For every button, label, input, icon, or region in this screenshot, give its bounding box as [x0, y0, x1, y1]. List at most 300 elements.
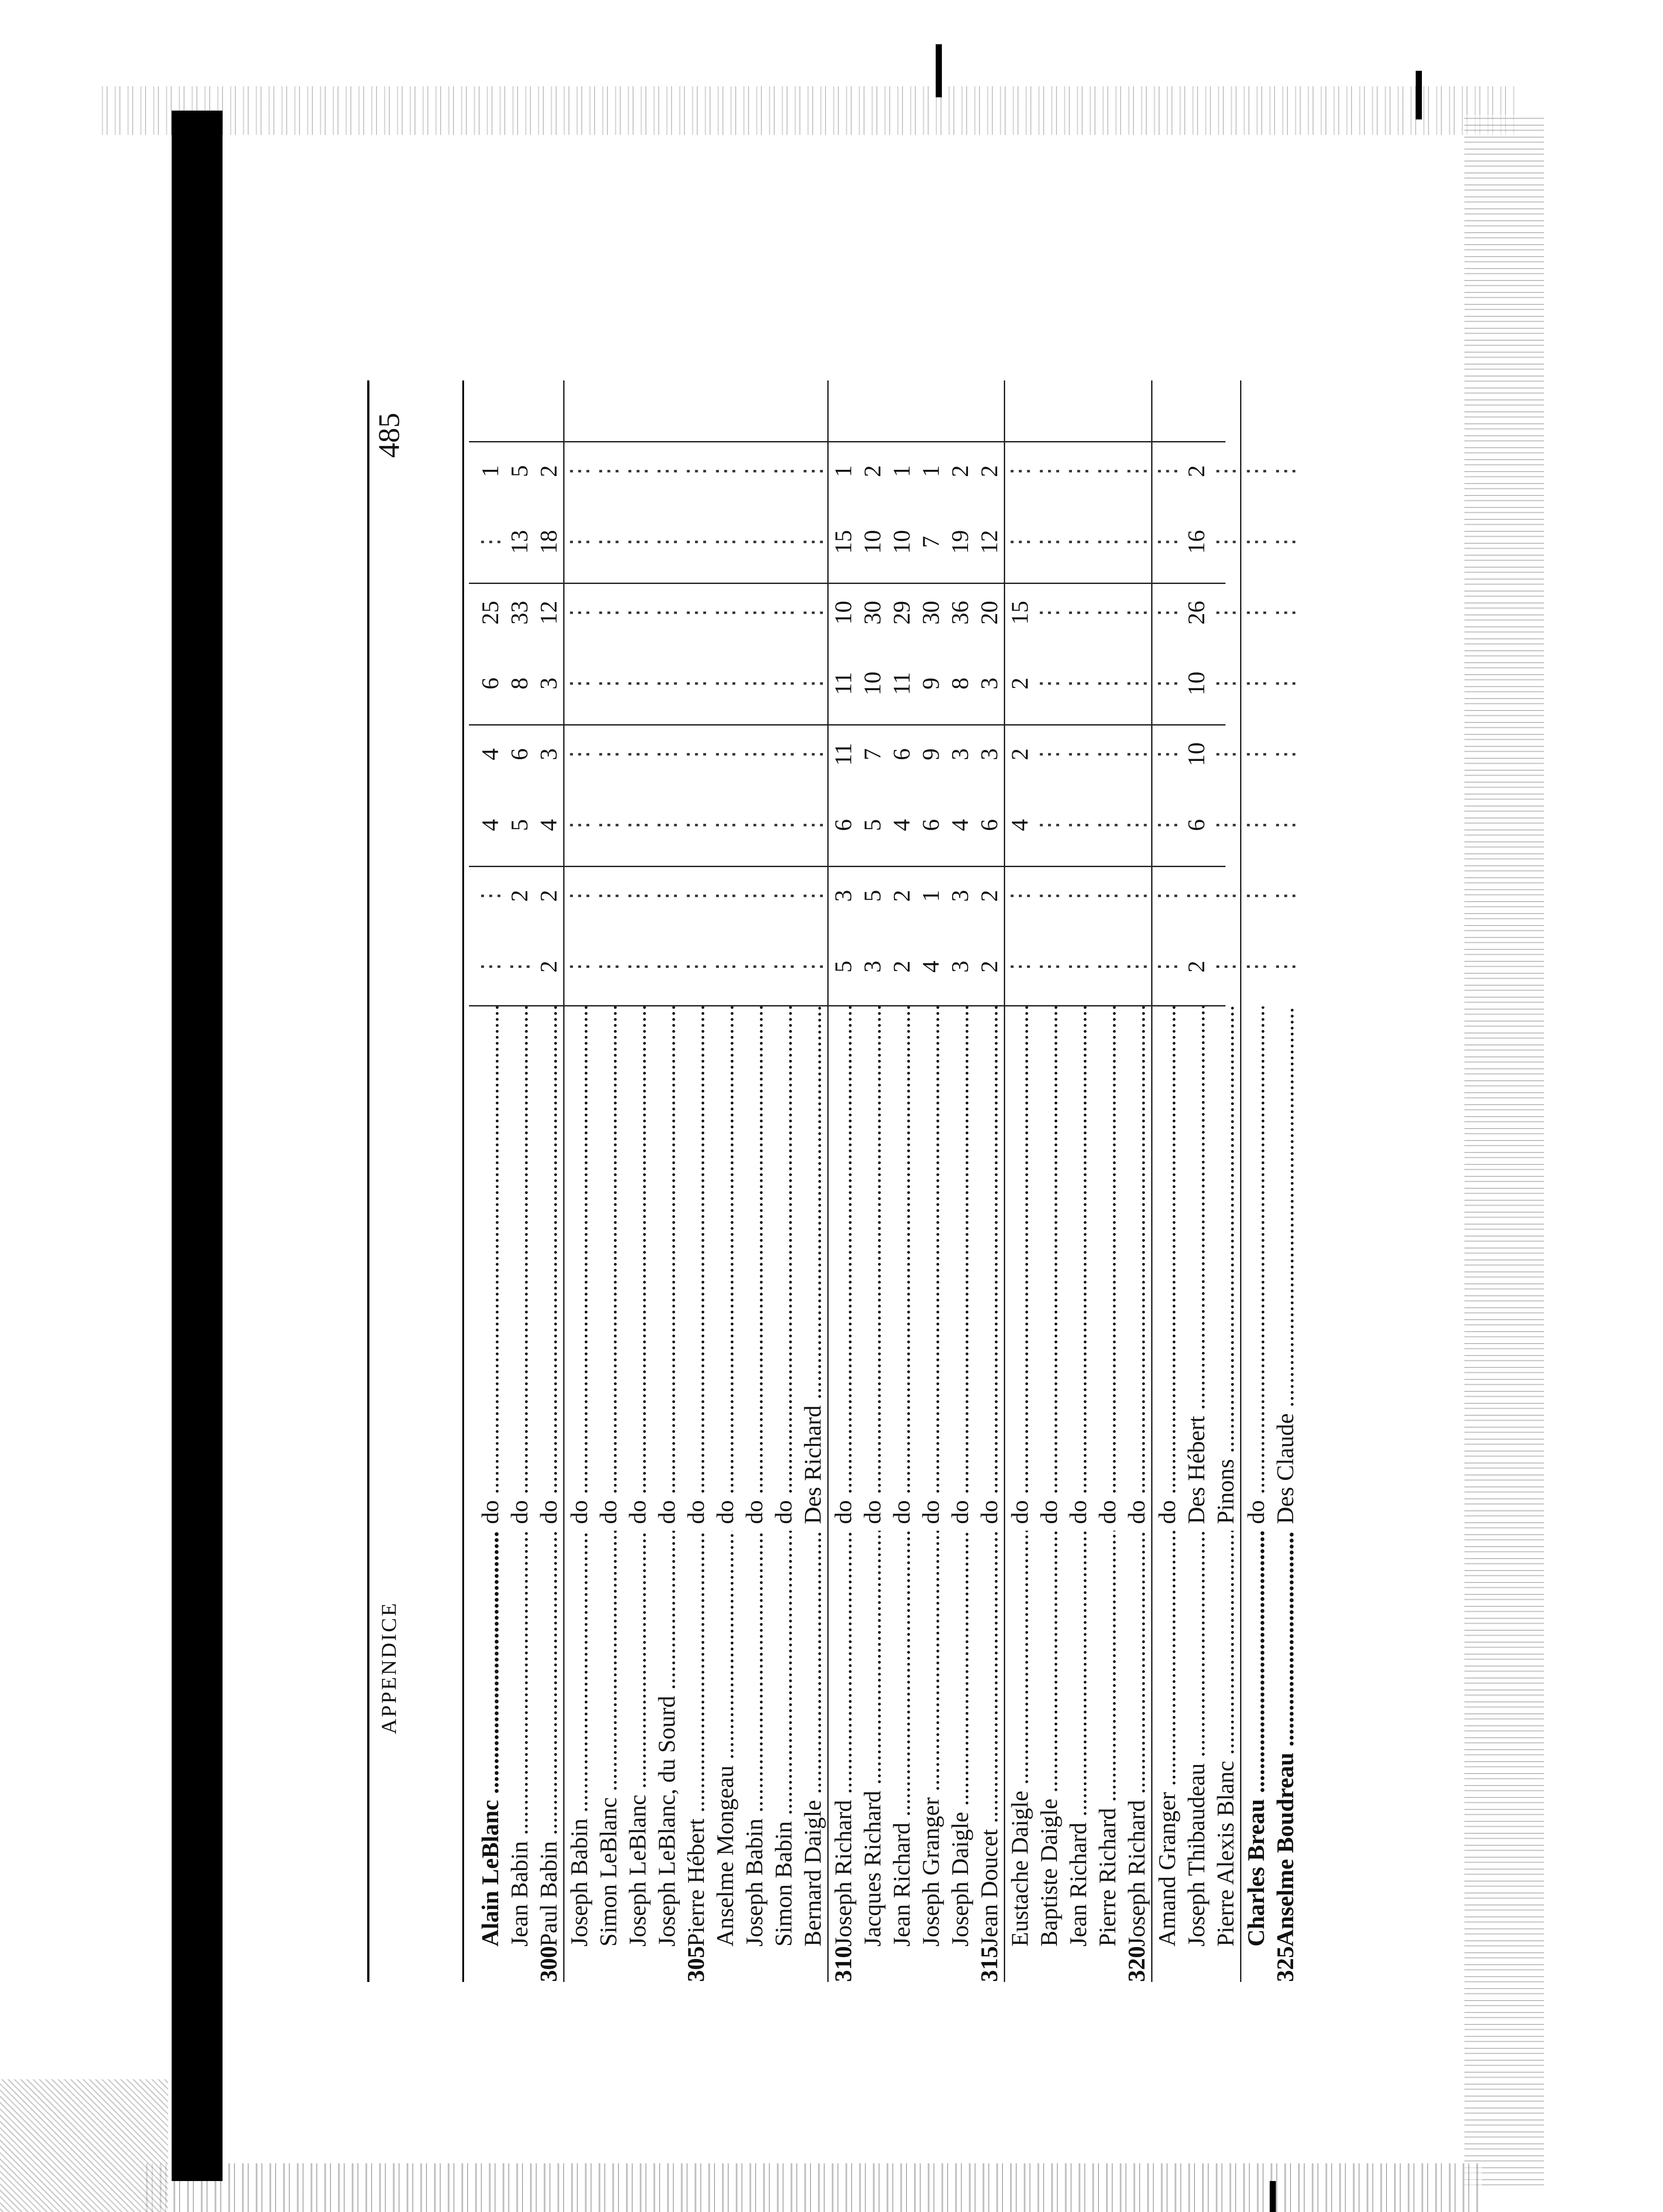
table-row — [681, 380, 711, 1982]
count-cell: ⋮ — [1094, 601, 1121, 625]
village-name: do ..... — [623, 1006, 652, 1524]
person-name: Joseph Richard ..... — [1122, 1531, 1151, 1947]
count-cell: ⋮ — [566, 742, 592, 766]
count-cell: ⋮ — [1065, 601, 1091, 625]
person-name: Joseph Richard ..... — [829, 1531, 858, 1947]
count-cell: ⋮ — [624, 672, 651, 695]
table-row — [798, 380, 829, 1982]
table-row — [652, 380, 681, 1982]
count-cell: ⋮ — [624, 601, 651, 625]
count-cell: ⋮ — [683, 672, 709, 695]
person-name: Jean Richard ..... — [887, 1531, 916, 1947]
village-name: do ..... — [1064, 1006, 1093, 1524]
count-cell: 11 — [830, 672, 856, 695]
count-cell: 2 — [535, 890, 562, 902]
count-cell: ⋮ — [1183, 884, 1210, 908]
count-cell: 3 — [830, 890, 856, 902]
count-cell: ⋮ — [1154, 459, 1180, 483]
count-cell: 13 — [506, 530, 533, 554]
scan-edge-left — [0, 2079, 168, 2212]
count-cell: ⋮ — [1272, 459, 1298, 483]
running-header: APPENDICE — [377, 1601, 401, 1734]
count-cell: ⋮ — [1212, 530, 1239, 554]
table-row — [769, 380, 798, 1982]
count-cell: 15 — [1006, 601, 1033, 625]
count-cell: 30 — [918, 601, 944, 625]
count-cell: ⋮ — [1065, 530, 1091, 554]
count-cell: 16 — [1183, 530, 1210, 554]
rotated-page-content — [367, 380, 1298, 1982]
count-cell: ⋮ — [1154, 955, 1180, 979]
count-cell: ⋮ — [799, 813, 826, 837]
count-cell: 10 — [859, 530, 886, 554]
count-cell: 6 — [477, 677, 503, 690]
person-name: Jean Richard ..... — [1064, 1531, 1093, 1947]
count-cell: 2 — [1006, 677, 1033, 690]
count-cell: ⋮ — [683, 601, 709, 625]
count-cell: ⋮ — [1094, 955, 1121, 979]
scan-edge-right — [1464, 115, 1544, 2185]
count-cell: ⋮ — [741, 884, 768, 908]
crop-mark — [1416, 71, 1422, 119]
count-cell: ⋮ — [566, 884, 592, 908]
village-name: do ..... — [1005, 1006, 1034, 1524]
village-name: do ..... — [975, 1006, 1004, 1524]
village-name: do ..... — [711, 1006, 740, 1524]
count-cell: ⋮ — [1272, 955, 1298, 979]
count-cell: 4 — [477, 819, 503, 831]
count-cell: ⋮ — [653, 742, 680, 766]
table-row — [565, 380, 594, 1982]
count-cell: ⋮ — [1036, 459, 1062, 483]
count-cell: ⋮ — [653, 459, 680, 483]
person-name: Joseph Granger ..... — [916, 1531, 945, 1947]
count-cell: ⋮ — [1272, 530, 1298, 554]
count-cell: ⋮ — [1006, 955, 1033, 979]
count-cell: ⋮ — [1154, 601, 1180, 625]
count-cell: ⋮ — [1036, 955, 1062, 979]
person-name: Bernard Daigle ..... — [798, 1531, 827, 1947]
count-cell: ⋮ — [595, 672, 622, 695]
count-cell: 4 — [918, 960, 944, 973]
count-cell: ⋮ — [1212, 601, 1239, 625]
count-cell: 3 — [535, 748, 562, 760]
count-cell: 12 — [535, 601, 562, 625]
village-name: do ..... — [681, 1006, 711, 1524]
count-cell: ⋮ — [595, 530, 622, 554]
count-cell: ⋮ — [1094, 530, 1121, 554]
person-name: Simon Babin ..... — [769, 1531, 798, 1947]
count-cell: 9 — [918, 748, 944, 760]
person-name: Joseph Babin ..... — [565, 1531, 594, 1947]
count-cell: 1 — [888, 465, 915, 477]
count-cell: ⋮ — [624, 459, 651, 483]
village-name: do ..... — [1241, 1006, 1271, 1524]
count-cell: 2 — [976, 465, 1002, 477]
count-cell: ⋮ — [1094, 813, 1121, 837]
person-name: Pierre Alexis Blanc ..... — [1211, 1531, 1240, 1947]
scan-edge-top — [102, 86, 1517, 135]
count-cell: ⋮ — [1094, 459, 1121, 483]
count-cell: ⋮ — [1036, 813, 1062, 837]
count-cell: 9 — [918, 677, 944, 690]
count-cell: ⋮ — [1212, 742, 1239, 766]
count-cell: 7 — [918, 536, 944, 548]
count-cell: ⋮ — [741, 955, 768, 979]
count-cell: ⋮ — [1212, 884, 1239, 908]
table-top-rule — [462, 380, 464, 1982]
count-cell: ⋮ — [1036, 742, 1062, 766]
person-name: Amand Granger ..... — [1152, 1531, 1182, 1947]
village-name: do ..... — [1152, 1006, 1182, 1524]
table-row — [1182, 380, 1211, 1982]
count-cell: ⋮ — [1094, 884, 1121, 908]
count-cell: ⋮ — [1212, 672, 1239, 695]
count-cell: ⋮ — [1154, 530, 1180, 554]
count-cell: ⋮ — [1243, 884, 1269, 908]
count-cell: 30 — [859, 601, 886, 625]
count-cell: ⋮ — [595, 459, 622, 483]
count-cell: 19 — [947, 530, 973, 554]
person-name: Paul Babin ..... — [534, 1531, 563, 1947]
count-cell: 10 — [859, 672, 886, 695]
person-name: Pierre Richard ..... — [1093, 1531, 1122, 1947]
count-cell: ⋮ — [712, 672, 738, 695]
count-cell: ⋮ — [683, 813, 709, 837]
count-cell: 6 — [506, 748, 533, 760]
village-name: Pinons ..... — [1211, 1006, 1240, 1524]
count-cell: 26 — [1183, 601, 1210, 625]
count-cell: 3 — [976, 677, 1002, 690]
village-name: do ..... — [1034, 1006, 1064, 1524]
person-name: Alain LeBlanc ..... — [476, 1531, 505, 1947]
table-row — [975, 380, 1005, 1982]
count-cell: 2 — [535, 960, 562, 973]
count-cell: ⋮ — [1243, 672, 1269, 695]
village-name: do ..... — [505, 1006, 534, 1524]
count-cell: ⋮ — [799, 672, 826, 695]
person-name: Joseph LeBlanc, du Sourd ..... — [652, 1531, 681, 1947]
count-cell: ⋮ — [1123, 459, 1150, 483]
count-cell: ⋮ — [624, 813, 651, 837]
count-cell: ⋮ — [712, 813, 738, 837]
count-cell: ⋮ — [799, 459, 826, 483]
count-cell: ⋮ — [770, 955, 797, 979]
count-cell: 3 — [976, 748, 1002, 760]
count-cell: 4 — [477, 748, 503, 760]
count-cell: 2 — [1006, 748, 1033, 760]
count-cell: ⋮ — [683, 884, 709, 908]
table-row — [916, 380, 945, 1982]
count-cell: ⋮ — [624, 742, 651, 766]
count-cell: 8 — [947, 677, 973, 690]
count-cell: ⋮ — [1094, 672, 1121, 695]
table-row — [1122, 380, 1152, 1982]
village-name: Des Hébert ..... — [1182, 1006, 1211, 1524]
village-name: do ..... — [769, 1006, 798, 1524]
count-cell: ⋮ — [653, 601, 680, 625]
count-cell: ⋮ — [1123, 813, 1150, 837]
count-cell: ⋮ — [1036, 530, 1062, 554]
count-cell: ⋮ — [1065, 742, 1091, 766]
count-cell: ⋮ — [1272, 601, 1298, 625]
count-cell: ⋮ — [1065, 884, 1091, 908]
count-cell: ⋮ — [799, 955, 826, 979]
count-cell: ⋮ — [1212, 813, 1239, 837]
count-cell: 1 — [830, 465, 856, 477]
count-cell: ⋮ — [1065, 459, 1091, 483]
count-cell: ⋮ — [477, 884, 503, 908]
count-cell: ⋮ — [1123, 884, 1150, 908]
count-cell: ⋮ — [1243, 530, 1269, 554]
row-number: 315 — [976, 1946, 1002, 1982]
count-cell: ⋮ — [1036, 601, 1062, 625]
count-cell: 36 — [947, 601, 973, 625]
table-row — [711, 380, 740, 1982]
count-cell: 18 — [535, 530, 562, 554]
count-cell: 1 — [918, 890, 944, 902]
count-cell: ⋮ — [1212, 955, 1239, 979]
village-name: do ..... — [887, 1006, 916, 1524]
table-row — [1093, 380, 1122, 1982]
count-cell: ⋮ — [477, 955, 503, 979]
person-name: Simon LeBlanc ..... — [594, 1531, 623, 1947]
count-cell: ⋮ — [624, 884, 651, 908]
village-name: do ..... — [829, 1006, 858, 1524]
count-cell: 25 — [477, 601, 503, 625]
table-row — [1211, 380, 1241, 1982]
count-cell: ⋮ — [1036, 884, 1062, 908]
count-cell: ⋮ — [712, 459, 738, 483]
count-cell: ⋮ — [1243, 813, 1269, 837]
count-cell: ⋮ — [566, 813, 592, 837]
count-cell: ⋮ — [653, 884, 680, 908]
village-name: do ..... — [945, 1006, 975, 1524]
count-cell: 3 — [947, 960, 973, 973]
count-cell: ⋮ — [566, 530, 592, 554]
table-row — [740, 380, 769, 1982]
village-name: do ..... — [565, 1006, 594, 1524]
count-cell: 10 — [1183, 672, 1210, 695]
count-cell: ⋮ — [653, 672, 680, 695]
count-cell: ⋮ — [1154, 742, 1180, 766]
village-name: Des Claude ..... — [1271, 1006, 1300, 1524]
count-cell: ⋮ — [1006, 459, 1033, 483]
count-cell: ⋮ — [741, 742, 768, 766]
count-cell: ⋮ — [1154, 813, 1180, 837]
table-row — [623, 380, 652, 1982]
count-cell: 6 — [830, 819, 856, 831]
table-row — [945, 380, 975, 1982]
count-cell: ⋮ — [712, 530, 738, 554]
count-cell: ⋮ — [566, 459, 592, 483]
count-cell: ⋮ — [770, 459, 797, 483]
count-cell: ⋮ — [770, 813, 797, 837]
count-cell: ⋮ — [799, 530, 826, 554]
count-cell: ⋮ — [1123, 601, 1150, 625]
person-name: Baptiste Daigle ..... — [1034, 1531, 1064, 1947]
count-cell: ⋮ — [799, 742, 826, 766]
count-cell: 2 — [947, 465, 973, 477]
count-cell: 11 — [888, 672, 915, 695]
count-cell: 29 — [888, 601, 915, 625]
count-cell: ⋮ — [1094, 742, 1121, 766]
count-cell: 2 — [888, 890, 915, 902]
count-cell: 4 — [947, 819, 973, 831]
count-cell: ⋮ — [595, 601, 622, 625]
row-number: 320 — [1123, 1946, 1150, 1982]
count-cell: 6 — [976, 819, 1002, 831]
count-cell: ⋮ — [624, 955, 651, 979]
count-cell: 15 — [830, 530, 856, 554]
count-cell: ⋮ — [683, 955, 709, 979]
count-cell: 33 — [506, 601, 533, 625]
person-name: Anselme Boudreau ..... — [1271, 1531, 1300, 1947]
count-cell: ⋮ — [653, 813, 680, 837]
table-row — [476, 380, 505, 1982]
count-cell: 6 — [918, 819, 944, 831]
count-cell: ⋮ — [595, 742, 622, 766]
count-cell: ⋮ — [770, 601, 797, 625]
count-cell: 5 — [506, 465, 533, 477]
village-name: do ..... — [534, 1006, 563, 1524]
count-cell: ⋮ — [741, 813, 768, 837]
count-cell: ⋮ — [566, 601, 592, 625]
count-cell: ⋮ — [741, 672, 768, 695]
count-cell: ⋮ — [770, 742, 797, 766]
page-number: 485 — [372, 413, 406, 458]
row-number: 325 — [1272, 1946, 1298, 1982]
count-cell: 20 — [976, 601, 1002, 625]
table-row — [594, 380, 623, 1982]
table-row — [829, 380, 858, 1982]
table-row — [887, 380, 916, 1982]
count-cell: 4 — [888, 819, 915, 831]
person-name: Charles Breau ..... — [1241, 1531, 1271, 1947]
count-cell: ⋮ — [595, 884, 622, 908]
village-name: do ..... — [740, 1006, 769, 1524]
count-cell: ⋮ — [477, 530, 503, 554]
count-cell: ⋮ — [712, 955, 738, 979]
crop-mark — [936, 44, 942, 97]
person-name: Anselme Mongeau ..... — [711, 1531, 740, 1947]
count-cell: 2 — [535, 465, 562, 477]
table-row — [1034, 380, 1064, 1982]
count-cell: ⋮ — [683, 530, 709, 554]
row-number: 305 — [683, 1946, 709, 1982]
person-name: Joseph Daigle ..... — [945, 1531, 975, 1947]
count-cell: 2 — [976, 960, 1002, 973]
count-cell: 5 — [830, 960, 856, 973]
count-cell: 6 — [1183, 819, 1210, 831]
count-cell: ⋮ — [1123, 955, 1150, 979]
count-cell: ⋮ — [1243, 955, 1269, 979]
count-cell: ⋮ — [770, 884, 797, 908]
count-cell: ⋮ — [1272, 742, 1298, 766]
count-cell: ⋮ — [1243, 459, 1269, 483]
count-cell: ⋮ — [1272, 884, 1298, 908]
count-cell: 10 — [1183, 742, 1210, 766]
count-cell: 2 — [1183, 960, 1210, 973]
count-cell: ⋮ — [1154, 672, 1180, 695]
count-cell: ⋮ — [741, 601, 768, 625]
count-cell: 2 — [506, 890, 533, 902]
count-cell: ⋮ — [712, 884, 738, 908]
binding-shadow — [172, 111, 223, 2181]
count-cell: ⋮ — [1065, 672, 1091, 695]
table-row — [1064, 380, 1093, 1982]
count-cell: 2 — [859, 465, 886, 477]
person-name: Jacques Richard ..... — [858, 1531, 887, 1947]
count-cell: ⋮ — [799, 884, 826, 908]
count-cell: 3 — [859, 960, 886, 973]
person-name: Eustache Daigle ..... — [1005, 1531, 1034, 1947]
table-row — [505, 380, 534, 1982]
count-cell: ⋮ — [1154, 884, 1180, 908]
person-name: Joseph Babin ..... — [740, 1531, 769, 1947]
village-name: do ..... — [476, 1006, 505, 1524]
count-cell: ⋮ — [1243, 601, 1269, 625]
count-cell: 3 — [947, 748, 973, 760]
count-cell: 2 — [888, 960, 915, 973]
count-cell: ⋮ — [741, 530, 768, 554]
table-row — [858, 380, 887, 1982]
village-name: do ..... — [594, 1006, 623, 1524]
count-cell: ⋮ — [566, 955, 592, 979]
count-cell: 2 — [976, 890, 1002, 902]
count-cell: 5 — [859, 890, 886, 902]
count-cell: 2 — [1183, 465, 1210, 477]
crop-mark — [1270, 2181, 1276, 2212]
count-cell: ⋮ — [624, 530, 651, 554]
person-name: Jean Doucet ..... — [975, 1531, 1004, 1947]
count-cell: ⋮ — [1065, 955, 1091, 979]
count-cell: ⋮ — [1123, 530, 1150, 554]
count-cell: ⋮ — [770, 530, 797, 554]
count-cell: ⋮ — [1036, 672, 1062, 695]
count-cell: 1 — [477, 465, 503, 477]
table-row — [1271, 380, 1300, 1982]
count-cell: 10 — [888, 530, 915, 554]
count-cell: ⋮ — [683, 459, 709, 483]
count-cell: ⋮ — [1123, 742, 1150, 766]
count-cell: ⋮ — [1272, 813, 1298, 837]
count-cell: ⋮ — [712, 742, 738, 766]
count-cell: 5 — [506, 819, 533, 831]
count-cell: ⋮ — [595, 813, 622, 837]
village-name: Des Richard ..... — [798, 1006, 827, 1524]
count-cell: ⋮ — [1006, 530, 1033, 554]
person-name: Pierre Hébert ..... — [681, 1531, 711, 1947]
count-cell: ⋮ — [595, 955, 622, 979]
row-number: 300 — [535, 1946, 562, 1982]
count-cell: 3 — [535, 677, 562, 690]
person-name: Joseph LeBlanc ..... — [623, 1531, 652, 1947]
count-cell: 5 — [859, 819, 886, 831]
count-cell: 7 — [859, 748, 886, 760]
count-cell: ⋮ — [653, 955, 680, 979]
count-cell: ⋮ — [1006, 884, 1033, 908]
count-cell: ⋮ — [741, 459, 768, 483]
count-cell: ⋮ — [1243, 742, 1269, 766]
count-cell: ⋮ — [506, 955, 533, 979]
village-name: do ..... — [858, 1006, 887, 1524]
table-row — [1152, 380, 1182, 1982]
count-cell: ⋮ — [1123, 672, 1150, 695]
village-name: do ..... — [652, 1006, 681, 1524]
table-row — [1241, 380, 1271, 1982]
count-cell: 12 — [976, 530, 1002, 554]
